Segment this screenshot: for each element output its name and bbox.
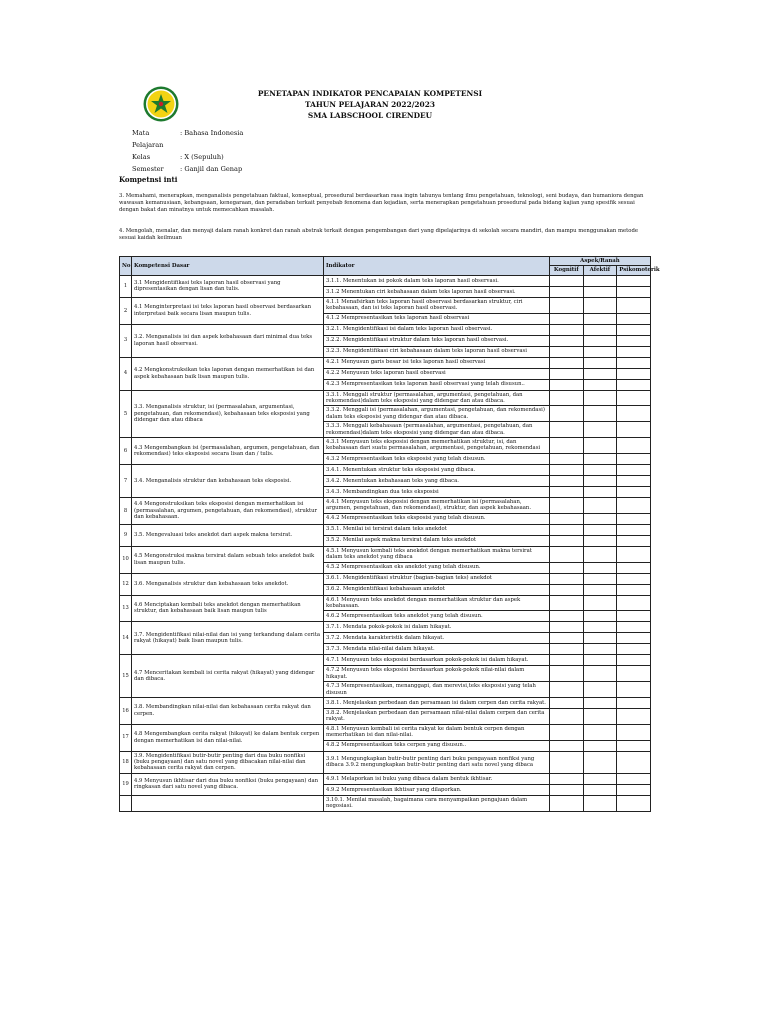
table-row (120, 655, 651, 666)
table-row (120, 390, 651, 406)
aspek-psikomotorik-cell[interactable] (617, 335, 651, 346)
document-title (220, 88, 520, 121)
aspek-afektif-cell[interactable] (583, 611, 617, 622)
aspek-kognitif-cell[interactable] (550, 666, 584, 682)
row-number: 17 (120, 724, 132, 751)
aspek-psikomotorik-cell[interactable] (617, 422, 651, 438)
aspek-psikomotorik-cell[interactable] (617, 535, 651, 546)
kompetensi-dasar-cell: 4.7 Menceritakan kembali isi cerita rakyat (hikayat) yang didengar dan dibaca. (132, 655, 324, 698)
section-heading-kompetensi-inti: Kompetnsi inti (119, 175, 178, 184)
aspek-psikomotorik-cell[interactable] (617, 644, 651, 655)
aspek-psikomotorik-cell[interactable] (617, 513, 651, 524)
row-number: 9 (120, 524, 132, 546)
aspek-kognitif-cell[interactable] (550, 422, 584, 438)
indikator-cell: 4.5.1 Menyusun kembali teks anekdot dengan memerhatikan makna tersirat dalam teks anekdot yang dibaca (324, 546, 550, 562)
indikator-cell: 4.7.1 Menyusun teks eksposisi berdasarkan pokok-pokok isi dalam hikayat. (324, 655, 550, 666)
table-row (120, 297, 651, 313)
kompetensi-dasar-cell: 4.5 Mengonstruksi makna tersirat dalam sebuah teks anekdot baik lisan maupun tulis. (132, 546, 324, 573)
row-number: 18 (120, 751, 132, 773)
row-number: 5 (120, 390, 132, 437)
indikator-cell: 4.4.2 Mempresentasikan teks eksposisi yang telah disusun. (324, 513, 550, 524)
aspek-afektif-cell[interactable] (583, 682, 617, 698)
indikator-cell: 3.6.2. Mengidentifikasi kebahasaan anekdot (324, 584, 550, 595)
aspek-kognitif-cell[interactable] (550, 697, 584, 708)
meta-label: Kelas (132, 153, 151, 161)
row-number: 4 (120, 357, 132, 390)
aspek-psikomotorik-cell[interactable] (617, 573, 651, 584)
indikator-cell: 3.7.1. Mendata pokok-pokok isi dalam hikayat. (324, 622, 550, 633)
kompetensi-dasar-cell: 4.2 Mengkonstruksikan teks laporan dengan memerhatikan isi dan aspek kebahasaan baik lisan maupun tulis. (132, 357, 324, 390)
indikator-cell: 4.7.3 Mempresentasikan, menanggapi, dan merevisi,teks eksposisi yang telah disusun (324, 682, 550, 698)
row-number: 15 (120, 655, 132, 698)
aspek-kognitif-cell[interactable] (550, 751, 584, 773)
table-row (120, 622, 651, 633)
aspek-kognitif-cell[interactable] (550, 708, 584, 724)
aspek-afektif-cell[interactable] (583, 524, 617, 535)
aspek-psikomotorik-cell[interactable] (617, 275, 651, 286)
aspek-afektif-cell[interactable] (583, 390, 617, 406)
kompetensi-dasar-cell: 3.9. Mengidentifikasi butir-butir penting dari dua buku nonfiksi (buku pengayaan) dan satu novel yang dibacakan nilai-nilai dan kebahasaan cerita rakyat dan cerpen. (132, 751, 324, 773)
aspek-kognitif-cell[interactable] (550, 486, 584, 497)
kompetensi-dasar-cell: 3.3. Menganalisis struktur, isi (permasalahan, argumentasi, pengetahuan, dan rekomendasi), kebahasaan teks eksposisi yang didengar dan atau dibaca (132, 390, 324, 437)
indikator-cell: 4.6.2 Mempresentasikan teks anekdot yang telah disusun. (324, 611, 550, 622)
meta-label: Semester (132, 165, 164, 173)
aspek-kognitif-cell[interactable] (550, 368, 584, 379)
indikator-cell: 3.4.1. Menentukan struktur teks eksposisi yang dibaca. (324, 464, 550, 475)
kompetensi-dasar-cell: 4.6 Menciptakan kembali teks anekdot dengan memerhatikan struktur, dan kebahasaan baik lisan maupun tulis (132, 595, 324, 622)
col-header-no: No (120, 257, 132, 276)
kompetensi-dasar-cell: 4.9 Menyusun ikhtisar dari dua buku nonfiksi (buku pengayaan) dan ringkasan dari satu novel yang dibaca. (132, 773, 324, 795)
aspek-afektif-cell[interactable] (583, 773, 617, 784)
aspek-kognitif-cell[interactable] (550, 535, 584, 546)
indikator-cell: 3.8.2. Menjelaskan perbedaan dan persamaan nilai-nilai dalam cerpen dan cerita rakyat. (324, 708, 550, 724)
aspek-kognitif-cell[interactable] (550, 390, 584, 406)
aspek-psikomotorik-cell[interactable] (617, 795, 651, 811)
subject-info (132, 127, 243, 175)
table-row (120, 595, 651, 611)
kompetensi-dasar-cell (132, 795, 324, 811)
aspek-kognitif-cell[interactable] (550, 346, 584, 357)
aspek-afektif-cell[interactable] (583, 644, 617, 655)
aspek-psikomotorik-cell[interactable] (617, 655, 651, 666)
table-row (120, 546, 651, 562)
row-number: 19 (120, 773, 132, 795)
kompetensi-dasar-cell: 3.6. Menganalisis struktur dan kebahasaan teks anekdot. (132, 573, 324, 595)
table-row (120, 724, 651, 740)
indikator-cell: 3.3.1. Menggali struktur (permasalahan, argumentasi, pengetahuan, dan rekomendasi)dalam teks eksposisi yang didengar dan atau dibaca. (324, 390, 550, 406)
aspek-kognitif-cell[interactable] (550, 513, 584, 524)
indikator-cell: 4.2.3 Mempresentasikan teks laporan hasil observasi yang telah disusun.. (324, 379, 550, 390)
aspek-afektif-cell[interactable] (583, 464, 617, 475)
row-number: 2 (120, 297, 132, 324)
meta-row-semester (132, 163, 243, 175)
aspek-afektif-cell[interactable] (583, 666, 617, 682)
kompetensi-dasar-cell: 3.8. Membandingkan nilai-nilai dan kebahasaan cerita rakyat dan cerpen. (132, 697, 324, 724)
aspek-kognitif-cell[interactable] (550, 464, 584, 475)
kompetensi-dasar-cell: 3.5. Mengevaluasi teks anekdot dari aspek makna tersirat. (132, 524, 324, 546)
aspek-kognitif-cell[interactable] (550, 453, 584, 464)
table-row (120, 697, 651, 708)
row-number (120, 795, 132, 811)
aspek-afektif-cell[interactable] (583, 486, 617, 497)
indikator-cell: 3.2.1. Mengidentifikasi isi dalam teks laporan hasil observasi. (324, 324, 550, 335)
aspek-afektif-cell[interactable] (583, 379, 617, 390)
aspek-afektif-cell[interactable] (583, 324, 617, 335)
aspek-psikomotorik-cell[interactable] (617, 666, 651, 682)
aspek-afektif-cell[interactable] (583, 497, 617, 513)
aspek-psikomotorik-cell[interactable] (617, 486, 651, 497)
indikator-cell: 4.8.2 Mempresentasikan teks cerpen yang disusun.. (324, 740, 550, 751)
row-number: 10 (120, 546, 132, 573)
aspek-psikomotorik-cell[interactable] (617, 379, 651, 390)
col-header-indikator: Indikator (324, 257, 550, 276)
aspek-kognitif-cell[interactable] (550, 297, 584, 313)
aspek-psikomotorik-cell[interactable] (617, 784, 651, 795)
aspek-afektif-cell[interactable] (583, 655, 617, 666)
aspek-kognitif-cell[interactable] (550, 644, 584, 655)
table-row (120, 497, 651, 513)
aspek-afektif-cell[interactable] (583, 406, 617, 422)
aspek-psikomotorik-cell[interactable] (617, 324, 651, 335)
aspek-kognitif-cell[interactable] (550, 573, 584, 584)
table-row (120, 751, 651, 773)
col-header-kd: Kompetensi Dasar (132, 257, 324, 276)
school-emblem-icon (143, 86, 179, 122)
indikator-cell: 3.6.1. Mengidentifikasi struktur (bagian-bagian teks) anekdot (324, 573, 550, 584)
kompetensi-dasar-cell: 3.1 Mengidentifikasi teks laporan hasil observasi yang dipresentasikan dengan lisan dan tulis. (132, 275, 324, 297)
title-line: PENETAPAN INDIKATOR PENCAPAIAN KOMPETENSI (257, 89, 483, 98)
aspek-psikomotorik-cell[interactable] (617, 464, 651, 475)
aspek-psikomotorik-cell[interactable] (617, 406, 651, 422)
aspek-afektif-cell[interactable] (583, 784, 617, 795)
aspek-afektif-cell[interactable] (583, 475, 617, 486)
indikator-cell: 3.5.1. Menilai isi tersirat dalam teks anekdot (324, 524, 550, 535)
aspek-psikomotorik-cell[interactable] (617, 751, 651, 773)
aspek-afektif-cell[interactable] (583, 275, 617, 286)
aspek-afektif-cell[interactable] (583, 438, 617, 454)
row-number: 13 (120, 595, 132, 622)
table-row (120, 795, 651, 811)
aspek-afektif-cell[interactable] (583, 422, 617, 438)
aspek-afektif-cell[interactable] (583, 633, 617, 644)
row-number: 8 (120, 497, 132, 524)
aspek-psikomotorik-cell[interactable] (617, 740, 651, 751)
aspek-afektif-cell[interactable] (583, 751, 617, 773)
aspek-afektif-cell[interactable] (583, 697, 617, 708)
indikator-cell: 3.3.3. Menggali kebahasaan (permasalahan, argumentasi, pengetahuan, dan rekomendasi)dalam teks eksposisi yang didengar dan atau dibaca. (324, 422, 550, 438)
aspek-psikomotorik-cell[interactable] (617, 357, 651, 368)
aspek-psikomotorik-cell[interactable] (617, 724, 651, 740)
row-number: 7 (120, 464, 132, 497)
aspek-psikomotorik-cell[interactable] (617, 697, 651, 708)
aspek-afektif-cell[interactable] (583, 573, 617, 584)
col-header-afektif: Afektif (583, 266, 617, 275)
aspek-kognitif-cell[interactable] (550, 562, 584, 573)
aspek-kognitif-cell[interactable] (550, 524, 584, 535)
aspek-afektif-cell[interactable] (583, 740, 617, 751)
aspek-kognitif-cell[interactable] (550, 633, 584, 644)
aspek-afektif-cell[interactable] (583, 584, 617, 595)
indikator-cell: 3.10.1. Menilai masalah, bagaimana cara menyampaikan pengajuan dalam negosiasi. (324, 795, 550, 811)
aspek-kognitif-cell[interactable] (550, 379, 584, 390)
indikator-cell: 3.4.3. Membandingkan dua teks eksposisi (324, 486, 550, 497)
aspek-psikomotorik-cell[interactable] (617, 773, 651, 784)
aspek-kognitif-cell[interactable] (550, 475, 584, 486)
indikator-cell: 3.2.2. Mengidentifikasi struktur dalam teks laporan hasil observasi. (324, 335, 550, 346)
aspek-afektif-cell[interactable] (583, 357, 617, 368)
kompetensi-dasar-cell: 4.4 Mengonstruksikan teks eksposisi dengan memerhatikan isi (permasalahan, argumen, pengetahuan, dan rekomendasi), struktur dan kebahasaan. (132, 497, 324, 524)
indikator-cell: 3.4.2. Menentukan kebahasaan teks yang dibaca. (324, 475, 550, 486)
table-row (120, 573, 651, 584)
row-number: 3 (120, 324, 132, 357)
table-row (120, 464, 651, 475)
col-header-kognitif: Kognitif (550, 266, 584, 275)
aspek-kognitif-cell[interactable] (550, 682, 584, 698)
table-row (120, 438, 651, 454)
indikator-cell: 3.2.3. Mengidentifikasi ciri kebahasaan dalam teks laporan hasil observasi (324, 346, 550, 357)
aspek-psikomotorik-cell[interactable] (617, 595, 651, 611)
aspek-afektif-cell[interactable] (583, 795, 617, 811)
aspek-kognitif-cell[interactable] (550, 335, 584, 346)
kompetensi-dasar-cell: 3.7. Mengidentifikasi nilai-nilai dan isi yang terkandung dalam cerita rakyat (hikayat) baik lisan maupun tulis. (132, 622, 324, 655)
indikator-cell: 4.2.2 Menyusun teks laporan hasil observasi (324, 368, 550, 379)
title-line: TAHUN PELAJARAN 2022/2023 (305, 100, 435, 109)
indikator-cell: 3.7.3. Mendata nilai-nilai dalam hikayat. (324, 644, 550, 655)
indikator-cell: 3.5.2. Menilai aspek makna tersirat dalam teks anekdot (324, 535, 550, 546)
aspek-psikomotorik-cell[interactable] (617, 390, 651, 406)
aspek-kognitif-cell[interactable] (550, 740, 584, 751)
indikator-cell: 3.8.1. Menjelaskan perbedaan dan persamaan isi dalam cerpen dan cerita rakyat. (324, 697, 550, 708)
aspek-psikomotorik-cell[interactable] (617, 611, 651, 622)
meta-row-subject (132, 127, 243, 151)
meta-row-class (132, 151, 243, 163)
aspek-afektif-cell[interactable] (583, 453, 617, 464)
aspek-psikomotorik-cell[interactable] (617, 346, 651, 357)
indikator-cell: 4.8.1 Menyusun kembali isi cerita rakyat ke dalam bentuk cerpen dengan memerhatikan isi dan nilai-nilai. (324, 724, 550, 740)
aspek-kognitif-cell[interactable] (550, 275, 584, 286)
aspek-afektif-cell[interactable] (583, 535, 617, 546)
kompetensi-dasar-cell: 4.8 Mengembangkan cerita rakyat (hikayat) ke dalam bentuk cerpen dengan memerhatikan isi dan nilai-nilai. (132, 724, 324, 751)
meta-value: : X (Sepuluh) (180, 153, 224, 161)
aspek-afektif-cell[interactable] (583, 313, 617, 324)
indikator-cell: 3.9.1 Mengungkapkan butir-butir penting dari buku pengayaan nonfiksi yang dibaca 3.9.2 mengungkapkan butir-butir penting dari satu novel yang dibaca (324, 751, 550, 773)
aspek-kognitif-cell[interactable] (550, 795, 584, 811)
table-row (120, 773, 651, 784)
aspek-psikomotorik-cell[interactable] (617, 682, 651, 698)
aspek-psikomotorik-cell[interactable] (617, 453, 651, 464)
indikator-cell: 4.6.1 Menyusun teks anekdot dengan memerhatikan struktur dan aspek kebahasaan. (324, 595, 550, 611)
aspek-psikomotorik-cell[interactable] (617, 286, 651, 297)
aspek-afektif-cell[interactable] (583, 562, 617, 573)
aspek-afektif-cell[interactable] (583, 622, 617, 633)
indikator-cell: 4.3.1 Menyusun teks eksposisi dengan memerhatikan struktur, isi, dan kebahasaan dari suatu permasalahan, argumentasi, pengetahuan, rekomendasi (324, 438, 550, 454)
aspek-afektif-cell[interactable] (583, 595, 617, 611)
col-header-psikomotorik: Psikomotorik (617, 266, 651, 275)
aspek-psikomotorik-cell[interactable] (617, 368, 651, 379)
aspek-afektif-cell[interactable] (583, 546, 617, 562)
indicator-table (119, 256, 660, 812)
aspek-kognitif-cell[interactable] (550, 357, 584, 368)
indikator-cell: 4.1.1 Menafsirkan teks laporan hasil observasi berdasarkan struktur, ciri kebahasaan, dan isi teks laporan hasil observasi. (324, 297, 550, 313)
col-header-aspek-ranah: Aspek/Ranah (550, 257, 651, 266)
row-number: 16 (120, 697, 132, 724)
aspek-kognitif-cell[interactable] (550, 773, 584, 784)
aspek-psikomotorik-cell[interactable] (617, 524, 651, 535)
aspek-psikomotorik-cell[interactable] (617, 297, 651, 313)
aspek-psikomotorik-cell[interactable] (617, 708, 651, 724)
meta-label: Mata Pelajaran (132, 129, 164, 149)
ki3-paragraph: 3. Memahami, menerapkan, menganalisis pengetahuan faktual, konseptual, prosedural berdasarkan rasa ingin tahunya tentang ilmu pengetahuan, teknologi, seni budaya, dan humaniora dengan wawasan kemanusiaan, kebangsaan, kenegaraan, dan peradaban terkait penyebab fenomena dan kejadian, serta menerapkan pengetahuan prosedural pada bidang kajian yang spesifik sesuai dengan bakat dan minatnya untuk memecahkan masalah. (119, 193, 644, 213)
aspek-kognitif-cell[interactable] (550, 438, 584, 454)
aspek-psikomotorik-cell[interactable] (617, 475, 651, 486)
aspek-afektif-cell[interactable] (583, 297, 617, 313)
indikator-cell: 4.2.1 Menyusun garis besar isi teks laporan hasil observasi (324, 357, 550, 368)
kompetensi-dasar-cell: 3.4. Menganalisis struktur dan kebahasaan teks eksposisi. (132, 464, 324, 497)
aspek-psikomotorik-cell[interactable] (617, 546, 651, 562)
indikator-cell: 4.1.2 Mempresentasikan teks laporan hasil observasi (324, 313, 550, 324)
aspek-psikomotorik-cell[interactable] (617, 622, 651, 633)
indikator-cell: 4.3.2 Mempresentasikan teks eksposisi yang telah disusun. (324, 453, 550, 464)
aspek-kognitif-cell[interactable] (550, 611, 584, 622)
aspek-kognitif-cell[interactable] (550, 784, 584, 795)
indikator-cell: 4.9.1 Melaporkan isi buku yang dibaca dalam bentuk ikhtisar. (324, 773, 550, 784)
table-row (120, 357, 651, 368)
kompetensi-dasar-cell: 4.1 Menginterpretasi isi teks laporan hasil observasi berdasarkan interpretasi baik secara lisan maupun tulis. (132, 297, 324, 324)
meta-value: : Bahasa Indonesia (180, 129, 244, 137)
aspek-afektif-cell[interactable] (583, 708, 617, 724)
aspek-psikomotorik-cell[interactable] (617, 584, 651, 595)
aspek-psikomotorik-cell[interactable] (617, 438, 651, 454)
aspek-kognitif-cell[interactable] (550, 724, 584, 740)
indikator-cell: 3.7.2. Mendata karakteristik dalam hikayat. (324, 633, 550, 644)
aspek-kognitif-cell[interactable] (550, 595, 584, 611)
indikator-cell: 4.4.1 Menyusun teks eksposisi dengan memerhatikan isi (permasalahan, argumen, pengetahuan, dan rekomendasi), struktur, dan aspek kebahasaan. (324, 497, 550, 513)
aspek-kognitif-cell[interactable] (550, 584, 584, 595)
table-row (120, 524, 651, 535)
aspek-afektif-cell[interactable] (583, 335, 617, 346)
aspek-psikomotorik-cell[interactable] (617, 562, 651, 573)
row-number: 12 (120, 573, 132, 595)
aspek-kognitif-cell[interactable] (550, 313, 584, 324)
aspek-afektif-cell[interactable] (583, 346, 617, 357)
aspek-kognitif-cell[interactable] (550, 406, 584, 422)
row-number: 6 (120, 438, 132, 465)
ki4-paragraph: 4. Mengolah, menalar, dan menyaji dalam ranah konkret dan ranah abstrak terkait dengan pengembangan dari yang dipelajarinya di sekolah secara mandiri, dan mampu menggunakan metode sesuai kaidah keilmuan (119, 228, 639, 241)
table-body (120, 275, 651, 811)
aspek-kognitif-cell[interactable] (550, 655, 584, 666)
indikator-cell: 4.5.2 Mempresentasikan eks anekdot yang telah disusun. (324, 562, 550, 573)
emblem-center-dot (159, 102, 163, 106)
indikator-cell: 4.7.2 Menyusun teks eksposisi berdasarkan pokok-pokok nilai-nilai dalam hikayat. (324, 666, 550, 682)
aspek-psikomotorik-cell[interactable] (617, 633, 651, 644)
meta-value: : Ganjil dan Genap (180, 165, 243, 173)
kompetensi-dasar-cell: 3.2. Menganalisis isi dan aspek kebahasaan dari minimal dua teks laporan hasil observasi. (132, 324, 324, 357)
aspek-afektif-cell[interactable] (583, 368, 617, 379)
row-number: 14 (120, 622, 132, 655)
aspek-kognitif-cell[interactable] (550, 286, 584, 297)
aspek-afektif-cell[interactable] (583, 724, 617, 740)
aspek-kognitif-cell[interactable] (550, 622, 584, 633)
indikator-cell: 3.1.1. Menentukan isi pokok dalam teks laporan hasil observasi. (324, 275, 550, 286)
aspek-kognitif-cell[interactable] (550, 497, 584, 513)
table-row (120, 324, 651, 335)
indikator-cell: 3.3.2. Menggali isi (permasalahan, argumentasi, pengetahuan, dan rekomendasi) dalam teks eksposisi yang didengar dan atau dibaca. (324, 406, 550, 422)
table-row (120, 275, 651, 286)
indikator-cell: 3.1.2 Menentukan ciri kebahasaan dalam teks laporan hasil observasi. (324, 286, 550, 297)
aspek-afektif-cell[interactable] (583, 286, 617, 297)
aspek-psikomotorik-cell[interactable] (617, 313, 651, 324)
row-number: 1 (120, 275, 132, 297)
kompetensi-dasar-cell: 4.3 Mengembangkan isi (permasalahan, argumen, pengetahuan, dan rekomendasi) teks eksposisi secara lisan dan / tulis. (132, 438, 324, 465)
aspek-kognitif-cell[interactable] (550, 546, 584, 562)
aspek-afektif-cell[interactable] (583, 513, 617, 524)
aspek-kognitif-cell[interactable] (550, 324, 584, 335)
indikator-cell: 4.9.2 Mempresentasikan ikhtisar yang dilaporkan. (324, 784, 550, 795)
title-line: SMA LABSCHOOL CIRENDEU (307, 111, 433, 120)
aspek-psikomotorik-cell[interactable] (617, 497, 651, 513)
